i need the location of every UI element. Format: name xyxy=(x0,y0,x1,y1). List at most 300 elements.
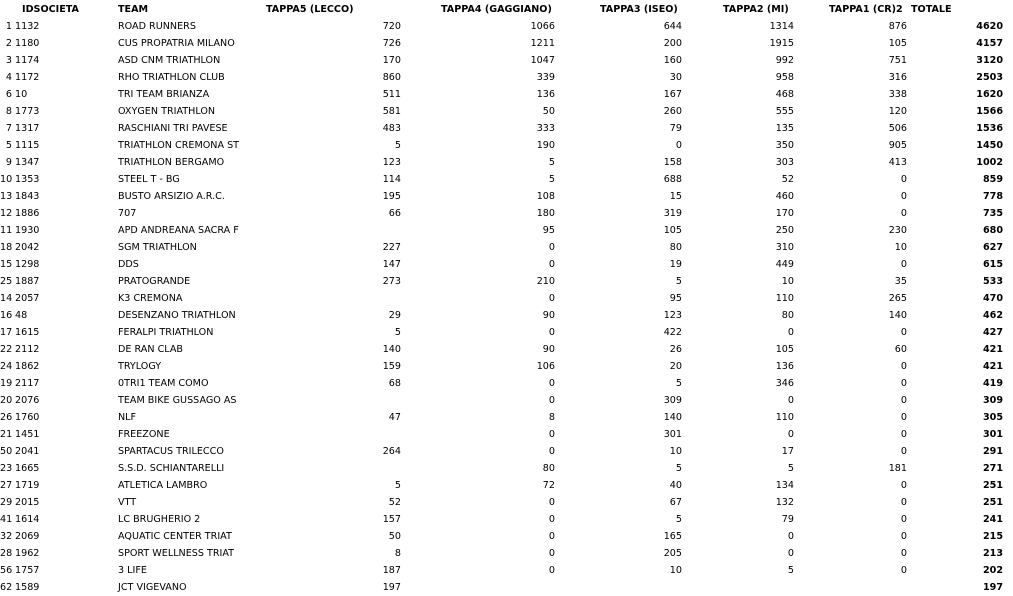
cell-team: TEAM BIKE GUSSAGO AS xyxy=(118,395,237,406)
cell-idsocieta: 2041 xyxy=(15,446,40,457)
cell-idsocieta: 2117 xyxy=(15,378,40,389)
cell-idsocieta: 1132 xyxy=(15,21,40,32)
table-row xyxy=(0,290,1013,307)
cell-tappa2: 449 xyxy=(775,259,794,270)
cell-idsocieta: 1298 xyxy=(15,259,40,270)
cell-totale: 427 xyxy=(982,327,1003,338)
cell-tappa1: 751 xyxy=(888,55,907,66)
cell-tappa5: 147 xyxy=(382,259,401,270)
cell-team: ASD CNM TRIATHLON xyxy=(118,55,221,66)
cell-tappa1: 0 xyxy=(900,327,907,338)
cell-totale: 859 xyxy=(982,174,1003,185)
cell-tappa5: 68 xyxy=(388,378,401,389)
cell-idsocieta: 1172 xyxy=(15,72,40,83)
cell-tappa1: 0 xyxy=(900,548,907,559)
cell-team: APD ANDREANA SACRA F xyxy=(118,225,239,236)
header-tappa2: TAPPA2 (MI) xyxy=(723,4,789,15)
cell-idsocieta: 1347 xyxy=(15,157,40,168)
table-row xyxy=(0,545,1013,562)
cell-rank: 29 xyxy=(0,497,13,508)
cell-rank: 3 xyxy=(5,55,12,66)
cell-tappa5: 140 xyxy=(382,344,401,355)
cell-totale: 680 xyxy=(982,225,1003,236)
cell-tappa5: 5 xyxy=(394,140,401,151)
cell-totale: 533 xyxy=(982,276,1003,287)
cell-idsocieta: 1615 xyxy=(15,327,40,338)
cell-tappa3: 123 xyxy=(663,310,682,321)
cell-idsocieta: 1451 xyxy=(15,429,40,440)
table-row xyxy=(0,511,1013,528)
cell-team: OXYGEN TRIATHLON xyxy=(118,106,216,117)
cell-tappa3: 40 xyxy=(669,480,682,491)
cell-rank: 15 xyxy=(0,259,13,270)
table-row xyxy=(0,137,1013,154)
cell-tappa5: 114 xyxy=(382,174,401,185)
cell-tappa4: 1047 xyxy=(530,55,555,66)
cell-tappa2: 110 xyxy=(775,293,794,304)
cell-tappa5: 511 xyxy=(382,89,401,100)
cell-tappa3: 19 xyxy=(669,259,682,270)
cell-tappa5: 227 xyxy=(382,242,401,253)
cell-rank: 24 xyxy=(0,361,13,372)
table-row xyxy=(0,154,1013,171)
cell-tappa2: 468 xyxy=(775,89,794,100)
cell-team: CUS PROPATRIA MILANO xyxy=(118,38,235,49)
cell-tappa4: 72 xyxy=(542,480,555,491)
table-row xyxy=(0,86,1013,103)
cell-tappa2: 5 xyxy=(787,565,794,576)
table-row xyxy=(0,443,1013,460)
cell-tappa1: 0 xyxy=(900,497,907,508)
header-tappa5: TAPPA5 (LECCO) xyxy=(266,4,354,15)
table-header xyxy=(0,1,1013,18)
cell-tappa5: 726 xyxy=(382,38,401,49)
cell-tappa1: 0 xyxy=(900,395,907,406)
cell-idsocieta: 1760 xyxy=(15,412,40,423)
cell-tappa4: 0 xyxy=(548,293,555,304)
cell-tappa5: 5 xyxy=(394,327,401,338)
cell-team: 0TRI1 TEAM COMO xyxy=(118,378,209,389)
cell-tappa4: 210 xyxy=(536,276,555,287)
cell-idsocieta: 1174 xyxy=(15,55,40,66)
table-row xyxy=(0,375,1013,392)
cell-tappa3: 0 xyxy=(675,140,682,151)
cell-tappa1: 0 xyxy=(900,361,907,372)
cell-rank: 27 xyxy=(0,480,13,491)
cell-tappa2: 1915 xyxy=(769,38,794,49)
cell-tappa1: 230 xyxy=(888,225,907,236)
cell-tappa5: 8 xyxy=(394,548,401,559)
cell-idsocieta: 2112 xyxy=(15,344,40,355)
cell-tappa5: 170 xyxy=(382,55,401,66)
cell-tappa2: 105 xyxy=(775,344,794,355)
cell-tappa3: 160 xyxy=(663,55,682,66)
cell-team: SPORT WELLNESS TRIAT xyxy=(118,548,235,559)
cell-tappa2: 80 xyxy=(781,310,794,321)
cell-tappa2: 135 xyxy=(775,123,794,134)
cell-idsocieta: 48 xyxy=(15,310,28,321)
cell-tappa5: 264 xyxy=(382,446,401,457)
cell-idsocieta: 1180 xyxy=(15,38,40,49)
cell-rank: 2 xyxy=(5,38,12,49)
table-row xyxy=(0,460,1013,477)
cell-tappa3: 5 xyxy=(675,378,682,389)
cell-tappa1: 0 xyxy=(900,174,907,185)
cell-team: TRI TEAM BRIANZA xyxy=(118,89,210,100)
table-row xyxy=(0,35,1013,52)
cell-team: ROAD RUNNERS xyxy=(118,21,196,32)
table-row xyxy=(0,307,1013,324)
cell-idsocieta: 1353 xyxy=(15,174,40,185)
table-row xyxy=(0,477,1013,494)
cell-tappa2: 992 xyxy=(775,55,794,66)
cell-tappa1: 181 xyxy=(888,463,907,474)
cell-totale: 1002 xyxy=(976,157,1003,168)
cell-tappa1: 413 xyxy=(888,157,907,168)
cell-rank: 62 xyxy=(0,582,13,593)
table-row xyxy=(0,341,1013,358)
cell-tappa3: 644 xyxy=(663,21,682,32)
cell-tappa4: 339 xyxy=(536,72,555,83)
cell-rank: 28 xyxy=(0,548,13,559)
table-row xyxy=(0,222,1013,239)
cell-tappa3: 309 xyxy=(663,395,682,406)
cell-tappa1: 35 xyxy=(894,276,907,287)
cell-team: 707 xyxy=(118,208,137,219)
cell-rank: 1 xyxy=(5,21,12,32)
cell-tappa2: 170 xyxy=(775,208,794,219)
cell-tappa1: 338 xyxy=(888,89,907,100)
cell-tappa3: 319 xyxy=(663,208,682,219)
cell-tappa1: 0 xyxy=(900,446,907,457)
cell-tappa2: 555 xyxy=(775,106,794,117)
cell-tappa3: 80 xyxy=(669,242,682,253)
cell-rank: 14 xyxy=(0,293,13,304)
cell-totale: 470 xyxy=(982,293,1003,304)
cell-tappa3: 140 xyxy=(663,412,682,423)
cell-idsocieta: 1115 xyxy=(15,140,40,151)
cell-tappa1: 10 xyxy=(894,242,907,253)
cell-team: BUSTO ARSIZIO A.R.C. xyxy=(118,191,225,202)
cell-totale: 301 xyxy=(982,429,1003,440)
cell-tappa1: 0 xyxy=(900,412,907,423)
cell-tappa5: 187 xyxy=(382,565,401,576)
cell-tappa1: 0 xyxy=(900,429,907,440)
table-row xyxy=(0,409,1013,426)
cell-tappa5: 50 xyxy=(388,531,401,542)
cell-tappa4: 95 xyxy=(542,225,555,236)
cell-tappa1: 120 xyxy=(888,106,907,117)
cell-tappa2: 132 xyxy=(775,497,794,508)
cell-tappa4: 5 xyxy=(548,174,555,185)
cell-rank: 4 xyxy=(5,72,12,83)
cell-rank: 19 xyxy=(0,378,13,389)
cell-rank: 21 xyxy=(0,429,13,440)
cell-tappa3: 105 xyxy=(663,225,682,236)
cell-totale: 271 xyxy=(982,463,1003,474)
cell-rank: 17 xyxy=(0,327,13,338)
cell-idsocieta: 1962 xyxy=(15,548,40,559)
cell-idsocieta: 2015 xyxy=(15,497,40,508)
cell-totale: 1450 xyxy=(976,140,1003,151)
cell-totale: 4620 xyxy=(976,21,1003,32)
cell-tappa4: 190 xyxy=(536,140,555,151)
table-row xyxy=(0,324,1013,341)
cell-idsocieta: 1757 xyxy=(15,565,40,576)
cell-rank: 7 xyxy=(5,123,12,134)
cell-tappa5: 195 xyxy=(382,191,401,202)
cell-idsocieta: 1773 xyxy=(15,106,40,117)
cell-team: RASCHIANI TRI PAVESE xyxy=(118,123,228,134)
cell-tappa2: 0 xyxy=(787,395,794,406)
cell-team: JCT VIGEVANO xyxy=(118,582,187,593)
cell-rank: 13 xyxy=(0,191,13,202)
table-row xyxy=(0,273,1013,290)
cell-tappa1: 506 xyxy=(888,123,907,134)
cell-tappa5: 47 xyxy=(388,412,401,423)
cell-tappa3: 26 xyxy=(669,344,682,355)
cell-rank: 22 xyxy=(0,344,13,355)
cell-tappa1: 0 xyxy=(900,208,907,219)
cell-rank: 5 xyxy=(5,140,12,151)
cell-idsocieta: 2076 xyxy=(15,395,40,406)
table-row xyxy=(0,494,1013,511)
cell-totale: 305 xyxy=(982,412,1003,423)
cell-idsocieta: 1887 xyxy=(15,276,40,287)
cell-tappa3: 5 xyxy=(675,514,682,525)
cell-totale: 197 xyxy=(982,582,1003,593)
cell-totale: 462 xyxy=(982,310,1003,321)
cell-team: DDS xyxy=(118,259,139,270)
cell-totale: 615 xyxy=(982,259,1003,270)
table-row xyxy=(0,69,1013,86)
cell-idsocieta: 1719 xyxy=(15,480,40,491)
cell-tappa3: 422 xyxy=(663,327,682,338)
cell-totale: 421 xyxy=(982,361,1003,372)
cell-tappa2: 17 xyxy=(781,446,794,457)
cell-team: PRATOGRANDE xyxy=(118,276,191,287)
cell-team: 3 LIFE xyxy=(118,565,147,576)
cell-tappa4: 50 xyxy=(542,106,555,117)
cell-tappa5: 860 xyxy=(382,72,401,83)
cell-totale: 421 xyxy=(982,344,1003,355)
cell-tappa2: 79 xyxy=(781,514,794,525)
cell-rank: 16 xyxy=(0,310,13,321)
cell-tappa1: 316 xyxy=(888,72,907,83)
cell-tappa1: 0 xyxy=(900,514,907,525)
header-tappa3: TAPPA3 (ISEO) xyxy=(600,4,678,15)
cell-tappa3: 5 xyxy=(675,276,682,287)
cell-tappa2: 134 xyxy=(775,480,794,491)
cell-tappa5: 5 xyxy=(394,480,401,491)
cell-rank: 18 xyxy=(0,242,13,253)
cell-team: AQUATIC CENTER TRIAT xyxy=(118,531,232,542)
cell-idsocieta: 1930 xyxy=(15,225,40,236)
cell-team: ATLETICA LAMBRO xyxy=(118,480,208,491)
cell-tappa5: 720 xyxy=(382,21,401,32)
cell-tappa3: 79 xyxy=(669,123,682,134)
cell-rank: 26 xyxy=(0,412,13,423)
cell-tappa3: 260 xyxy=(663,106,682,117)
cell-totale: 3120 xyxy=(976,55,1003,66)
cell-tappa3: 158 xyxy=(663,157,682,168)
cell-rank: 11 xyxy=(0,225,13,236)
table-row xyxy=(0,52,1013,69)
cell-tappa2: 0 xyxy=(787,548,794,559)
cell-idsocieta: 10 xyxy=(15,89,28,100)
table-row xyxy=(0,392,1013,409)
cell-tappa4: 0 xyxy=(548,259,555,270)
cell-tappa2: 0 xyxy=(787,429,794,440)
cell-tappa4: 0 xyxy=(548,497,555,508)
table-row xyxy=(0,562,1013,579)
cell-totale: 241 xyxy=(982,514,1003,525)
cell-totale: 309 xyxy=(982,395,1003,406)
cell-idsocieta: 2042 xyxy=(15,242,40,253)
cell-tappa4: 0 xyxy=(548,514,555,525)
cell-team: K3 CREMONA xyxy=(118,293,183,304)
cell-tappa3: 167 xyxy=(663,89,682,100)
table-row xyxy=(0,120,1013,137)
cell-tappa3: 301 xyxy=(663,429,682,440)
cell-rank: 41 xyxy=(0,514,13,525)
cell-tappa3: 165 xyxy=(663,531,682,542)
cell-tappa2: 310 xyxy=(775,242,794,253)
cell-tappa4: 1066 xyxy=(530,21,555,32)
cell-idsocieta: 1843 xyxy=(15,191,40,202)
cell-rank: 12 xyxy=(0,208,13,219)
cell-tappa1: 0 xyxy=(900,191,907,202)
cell-tappa2: 460 xyxy=(775,191,794,202)
cell-team: TRIATHLON CREMONA ST xyxy=(118,140,240,151)
cell-tappa3: 5 xyxy=(675,463,682,474)
cell-team: NLF xyxy=(118,412,137,423)
cell-totale: 1620 xyxy=(976,89,1003,100)
cell-idsocieta: 1862 xyxy=(15,361,40,372)
cell-tappa2: 250 xyxy=(775,225,794,236)
cell-tappa4: 0 xyxy=(548,446,555,457)
cell-tappa4: 8 xyxy=(548,412,555,423)
cell-idsocieta: 1614 xyxy=(15,514,40,525)
cell-tappa1: 0 xyxy=(900,565,907,576)
table-row xyxy=(0,18,1013,35)
cell-team: TRIATHLON BERGAMO xyxy=(118,157,225,168)
cell-tappa4: 333 xyxy=(536,123,555,134)
cell-rank: 8 xyxy=(5,106,12,117)
cell-tappa3: 205 xyxy=(663,548,682,559)
cell-tappa4: 180 xyxy=(536,208,555,219)
table-row xyxy=(0,528,1013,545)
cell-team: STEEL T - BG xyxy=(118,174,180,185)
header-totale: TOTALE xyxy=(911,4,952,15)
cell-tappa5: 273 xyxy=(382,276,401,287)
cell-tappa5: 66 xyxy=(388,208,401,219)
cell-tappa4: 90 xyxy=(542,344,555,355)
cell-rank: 25 xyxy=(0,276,13,287)
cell-tappa5: 157 xyxy=(382,514,401,525)
cell-tappa4: 5 xyxy=(548,157,555,168)
cell-tappa1: 905 xyxy=(888,140,907,151)
cell-idsocieta: 1589 xyxy=(15,582,40,593)
cell-tappa2: 0 xyxy=(787,531,794,542)
cell-totale: 1536 xyxy=(976,123,1003,134)
table-row xyxy=(0,256,1013,273)
cell-tappa4: 0 xyxy=(548,548,555,559)
cell-tappa2: 958 xyxy=(775,72,794,83)
cell-tappa1: 0 xyxy=(900,259,907,270)
cell-tappa1: 0 xyxy=(900,480,907,491)
cell-tappa4: 0 xyxy=(548,531,555,542)
table-row xyxy=(0,239,1013,256)
cell-team: SGM TRIATHLON xyxy=(118,242,197,253)
cell-tappa3: 15 xyxy=(669,191,682,202)
cell-rank: 50 xyxy=(0,446,13,457)
cell-totale: 2503 xyxy=(976,72,1003,83)
cell-totale: 291 xyxy=(982,446,1003,457)
cell-idsocieta: 1665 xyxy=(15,463,40,474)
cell-tappa1: 876 xyxy=(888,21,907,32)
cell-idsocieta: 1317 xyxy=(15,123,40,134)
cell-tappa2: 0 xyxy=(787,327,794,338)
cell-tappa1: 60 xyxy=(894,344,907,355)
cell-totale: 627 xyxy=(982,242,1003,253)
cell-totale: 1566 xyxy=(976,106,1003,117)
cell-tappa3: 10 xyxy=(669,565,682,576)
cell-tappa2: 136 xyxy=(775,361,794,372)
header-idsocieta: IDSOCIETA xyxy=(22,4,79,15)
cell-rank: 20 xyxy=(0,395,13,406)
cell-tappa2: 10 xyxy=(781,276,794,287)
cell-tappa3: 10 xyxy=(669,446,682,457)
cell-tappa3: 20 xyxy=(669,361,682,372)
cell-tappa2: 5 xyxy=(787,463,794,474)
cell-tappa2: 1314 xyxy=(769,21,794,32)
cell-tappa2: 303 xyxy=(775,157,794,168)
cell-rank: 9 xyxy=(5,157,12,168)
cell-tappa5: 483 xyxy=(382,123,401,134)
cell-tappa4: 0 xyxy=(548,378,555,389)
cell-team: FERALPI TRIATHLON xyxy=(118,327,214,338)
cell-idsocieta: 2069 xyxy=(15,531,40,542)
header-tappa1: TAPPA1 (CR)2 xyxy=(829,4,903,15)
header-tappa4: TAPPA4 (GAGGIANO) xyxy=(441,4,552,15)
table-row xyxy=(0,188,1013,205)
cell-rank: 56 xyxy=(0,565,13,576)
cell-tappa5: 29 xyxy=(388,310,401,321)
cell-tappa3: 30 xyxy=(669,72,682,83)
table-row xyxy=(0,358,1013,375)
cell-totale: 202 xyxy=(982,565,1003,576)
cell-team: LC BRUGHERIO 2 xyxy=(118,514,201,525)
table-row xyxy=(0,171,1013,188)
cell-totale: 215 xyxy=(982,531,1003,542)
cell-totale: 213 xyxy=(982,548,1003,559)
cell-tappa3: 200 xyxy=(663,38,682,49)
cell-totale: 251 xyxy=(982,497,1003,508)
cell-rank: 6 xyxy=(5,89,12,100)
cell-totale: 419 xyxy=(982,378,1003,389)
cell-tappa2: 110 xyxy=(775,412,794,423)
cell-team: RHO TRIATHLON CLUB xyxy=(118,72,225,83)
cell-totale: 4157 xyxy=(976,38,1003,49)
table-row xyxy=(0,426,1013,443)
cell-tappa1: 265 xyxy=(888,293,907,304)
cell-tappa1: 0 xyxy=(900,531,907,542)
cell-team: DE RAN CLAB xyxy=(118,344,183,355)
cell-tappa3: 67 xyxy=(669,497,682,508)
cell-tappa4: 136 xyxy=(536,89,555,100)
cell-tappa5: 123 xyxy=(382,157,401,168)
